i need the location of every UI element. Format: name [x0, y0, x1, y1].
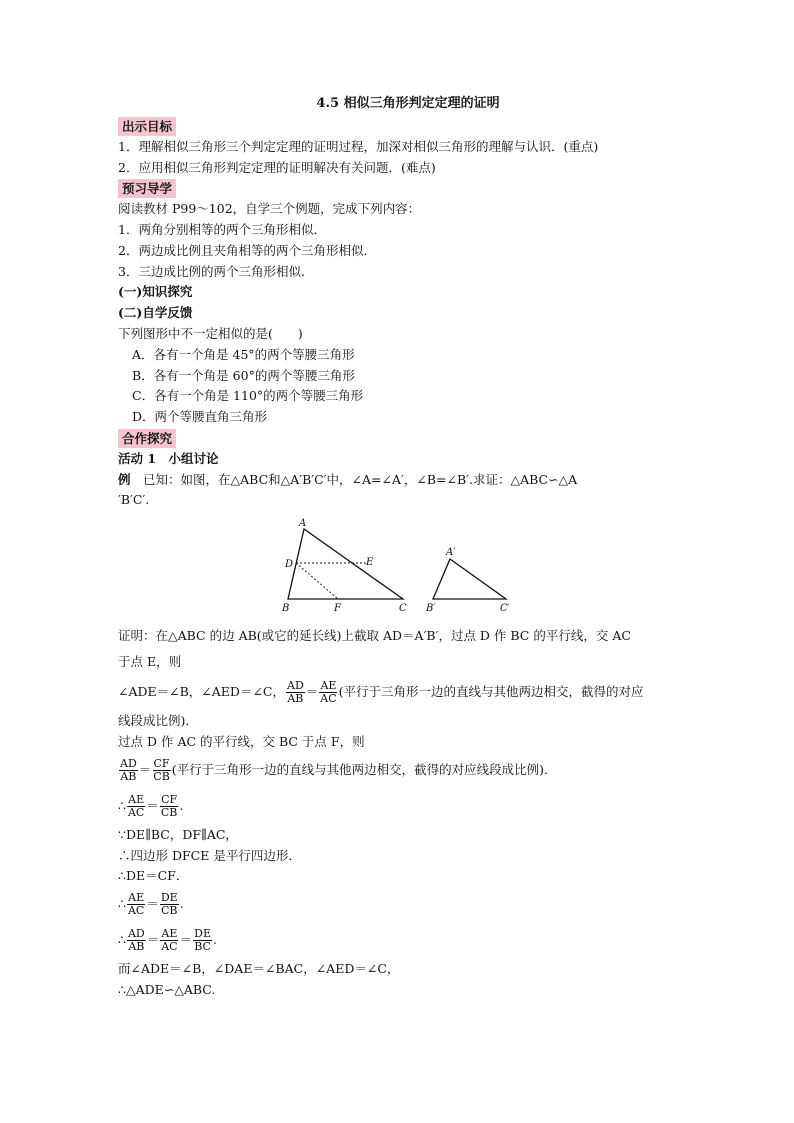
triangle-abc: [288, 529, 403, 599]
therefore-symbol: ∴: [118, 847, 131, 863]
therefore-symbol: ∴: [118, 932, 126, 948]
preview-tag: 预习导学: [118, 179, 176, 198]
example-label: 例: [118, 471, 131, 487]
label-a: A: [299, 518, 307, 530]
because-symbol: ∵: [118, 826, 126, 842]
proof-text: ∠ADE＝∠B，∠AED＝∠C，: [118, 684, 285, 700]
fraction: $\frac{AE}{AC}$: [161, 927, 178, 954]
therefore-symbol: ∴: [118, 868, 126, 884]
triangle-abc-prime: [433, 559, 506, 599]
fraction: $\frac{DE}{BC}$: [194, 927, 211, 954]
proof-line-14: ∴△ADE∽△ABC.: [118, 981, 216, 997]
question-text: 下列图形中不一定相似的是( ): [118, 325, 303, 341]
goals-tag: 出示目标: [118, 117, 176, 136]
fraction: $\frac{AE}{AC}$: [127, 891, 145, 918]
fraction: $\frac{AD}{AB}$: [127, 927, 145, 954]
label-a-prime: A′: [446, 547, 456, 559]
option-c: C．各有一个角是 110°的两个等腰三角形: [132, 388, 364, 404]
feedback-heading: (二)自学反馈: [118, 305, 193, 321]
preview-item-2: 2．两边成比例且夹角相等的两个三角形相似．: [118, 242, 376, 258]
proof-line-1: 证明：在△ABC 的边 AB(或它的延长线)上截取 AD＝A′B′，过点 D 作 BC 的平行线，交 AC: [118, 628, 631, 644]
document-page: [118, 92, 678, 1001]
proof-text: (平行于三角形一边的直线与其他两边相交，截得的对应: [338, 684, 644, 700]
proof-line-3: ∠ADE＝∠B，∠AED＝∠C， $\frac{AD}{AB}$ ＝ $\frac{AE}{AC}$ (平行于三角形一边的直线与其他两边相交，截得的对应: [118, 679, 644, 706]
fraction: $\frac{AE}{AC}$: [320, 679, 337, 706]
proof-line-2: 于点 E，则: [118, 654, 182, 670]
example-text: 已知：如图，在△ABC和△A′B′C′中，∠A=∠A′，∠B=∠B′.求证：△ABC∽△A: [130, 471, 578, 487]
fraction: $\frac{CF}{CB}$: [160, 792, 178, 819]
preview-intro: 阅读教材 P99～102，自学三个例题，完成下列内容：: [118, 201, 421, 217]
label-b: B: [282, 603, 290, 615]
label-e: E: [366, 557, 374, 569]
triangle-diagram: [278, 517, 698, 617]
option-d: D．两个等腰直角三角形: [132, 409, 268, 425]
activity-heading: 活动 1 小组讨论: [118, 450, 219, 466]
label-d: D: [285, 559, 294, 571]
fraction: $\frac{AD}{AB}$: [120, 756, 137, 783]
proof-line-8: ∵DE∥BC，DF∥AC，: [118, 826, 238, 842]
proof-line-9: ∴四边形 DFCE 是平行四边形．: [118, 847, 301, 863]
fraction: $\frac{AE}{AC}$: [127, 792, 145, 819]
proof-line-10: ∴DE＝CF．: [118, 868, 189, 884]
preview-item-1: 1．两角分别相等的两个三角形相似．: [118, 221, 326, 237]
label-c-prime: C′: [500, 603, 510, 615]
proof-line-6: $\frac{AD}{AB}$ ＝ $\frac{CF}{CB}$ (平行于三角形一边的直线与其他两边相交，截得的对应线段成比例)．: [120, 756, 557, 783]
therefore-symbol: ∴: [118, 797, 126, 813]
fraction: $\frac{CF}{CB}$: [153, 756, 170, 783]
label-f: F: [334, 603, 341, 615]
option-a: A．各有一个角是 45°的两个等腰三角形: [132, 346, 355, 362]
fraction: $\frac{AD}{AB}$: [287, 679, 304, 706]
option-b: B．各有一个角是 60°的两个等腰三角形: [132, 367, 355, 383]
preview-item-3: 3．三边成比例的两个三角形相似．: [118, 263, 314, 279]
therefore-symbol: ∴: [118, 896, 126, 912]
fraction: $\frac{DE}{CB}$: [160, 891, 178, 918]
proof-line-13: 而∠ADE＝∠B，∠DAE＝∠BAC，∠AED＝∠C，: [118, 961, 400, 977]
proof-line-12: ∴ $\frac{AD}{AB}$ ＝ $\frac{AE}{AC}$ ＝ $\frac{DE}{BC}$ .: [118, 927, 217, 954]
page-title: 4.5 相似三角形判定定理的证明: [316, 96, 500, 111]
proof-line-5: 过点 D 作 AC 的平行线，交 BC 于点 F，则: [118, 733, 365, 749]
example-text-cont: ′B′C′.: [118, 492, 150, 508]
proof-text: (平行于三角形一边的直线与其他两边相交，截得的对应线段成比例)．: [171, 761, 557, 777]
goal-2: 2．应用相似三角形判定定理的证明解决有关问题．(难点): [118, 159, 436, 175]
proof-line-4: 线段成比例)．: [118, 713, 198, 729]
label-c: C: [399, 603, 407, 615]
therefore-symbol: ∴: [118, 981, 126, 997]
coop-tag: 合作探究: [118, 429, 176, 448]
knowledge-heading: (一)知识探究: [118, 284, 193, 300]
triangle-figure: [118, 517, 678, 617]
segment-df: [296, 563, 338, 599]
proof-line-7: ∴ $\frac{AE}{AC}$ ＝ $\frac{CF}{CB}$ .: [118, 792, 184, 819]
proof-line-11: ∴ $\frac{AE}{AC}$ ＝ $\frac{DE}{CB}$ .: [118, 891, 184, 918]
label-b-prime: B′: [426, 603, 436, 615]
goal-1: 1．理解相似三角形三个判定定理的证明过程，加深对相似三角形的理解与认识．(重点): [118, 138, 599, 154]
